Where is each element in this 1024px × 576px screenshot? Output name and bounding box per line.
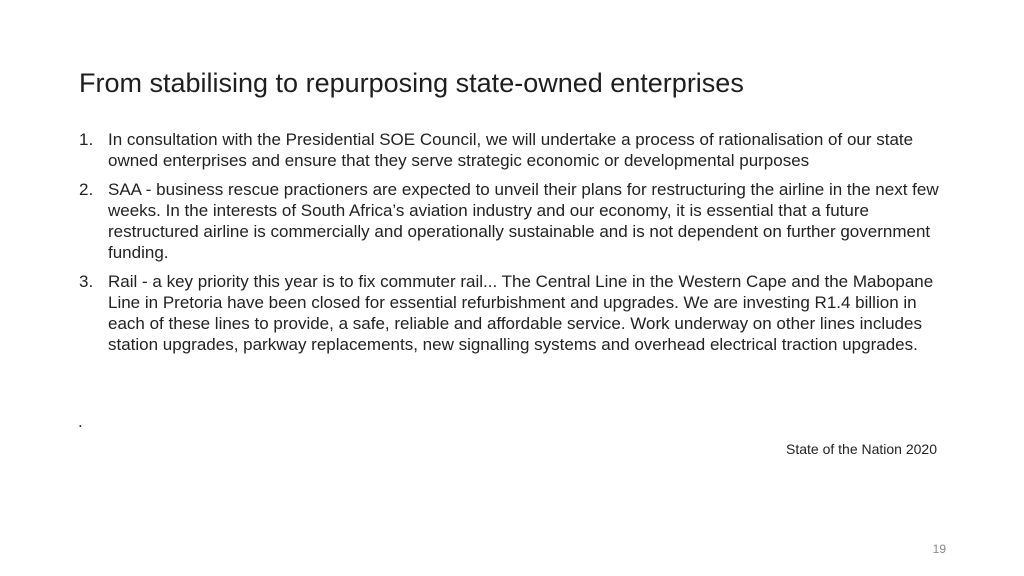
- source-citation: State of the Nation 2020: [786, 441, 937, 457]
- list-item: [79, 129, 949, 171]
- list-item-text: SAA - business rescue practioners are expected to unveil their plans for restructuring the airline in the next few weeks. In the interests of South Africa’s aviation industry and our economy, it is essential that a future restructured airline is commercially and operationally sustainable and is not dependent on further government funding.: [108, 180, 939, 262]
- list-item-text: Rail - a key priority this year is to fix commuter rail... The Central Line in the Western Cape and the Mabopane Line in Pretoria have been closed for essential refurbishment and upgrades. We are investing R1.4 billion in each of these lines to provide, a safe, reliable and affordable service. Work underway on other lines includes station upgrades, parkway replacements, new signalling systems and overhead electrical traction upgrades.: [108, 272, 934, 354]
- list-item-text: In consultation with the Presidential SOE Council, we will undertake a process of rationalisation of our state owned enterprises and ensure that they serve strategic economic or developmental purposes: [108, 130, 914, 170]
- numbered-list: [79, 129, 949, 363]
- trailing-period: .: [78, 412, 83, 431]
- list-item-number: 2.: [79, 180, 94, 199]
- list-item-number: 1.: [79, 130, 94, 149]
- page-number: 19: [932, 542, 946, 556]
- slide-title: From stabilising to repurposing state-owned enterprises: [79, 68, 744, 98]
- list-item: [79, 271, 949, 355]
- list-item: [79, 179, 949, 263]
- list-item-number: 3.: [79, 272, 94, 291]
